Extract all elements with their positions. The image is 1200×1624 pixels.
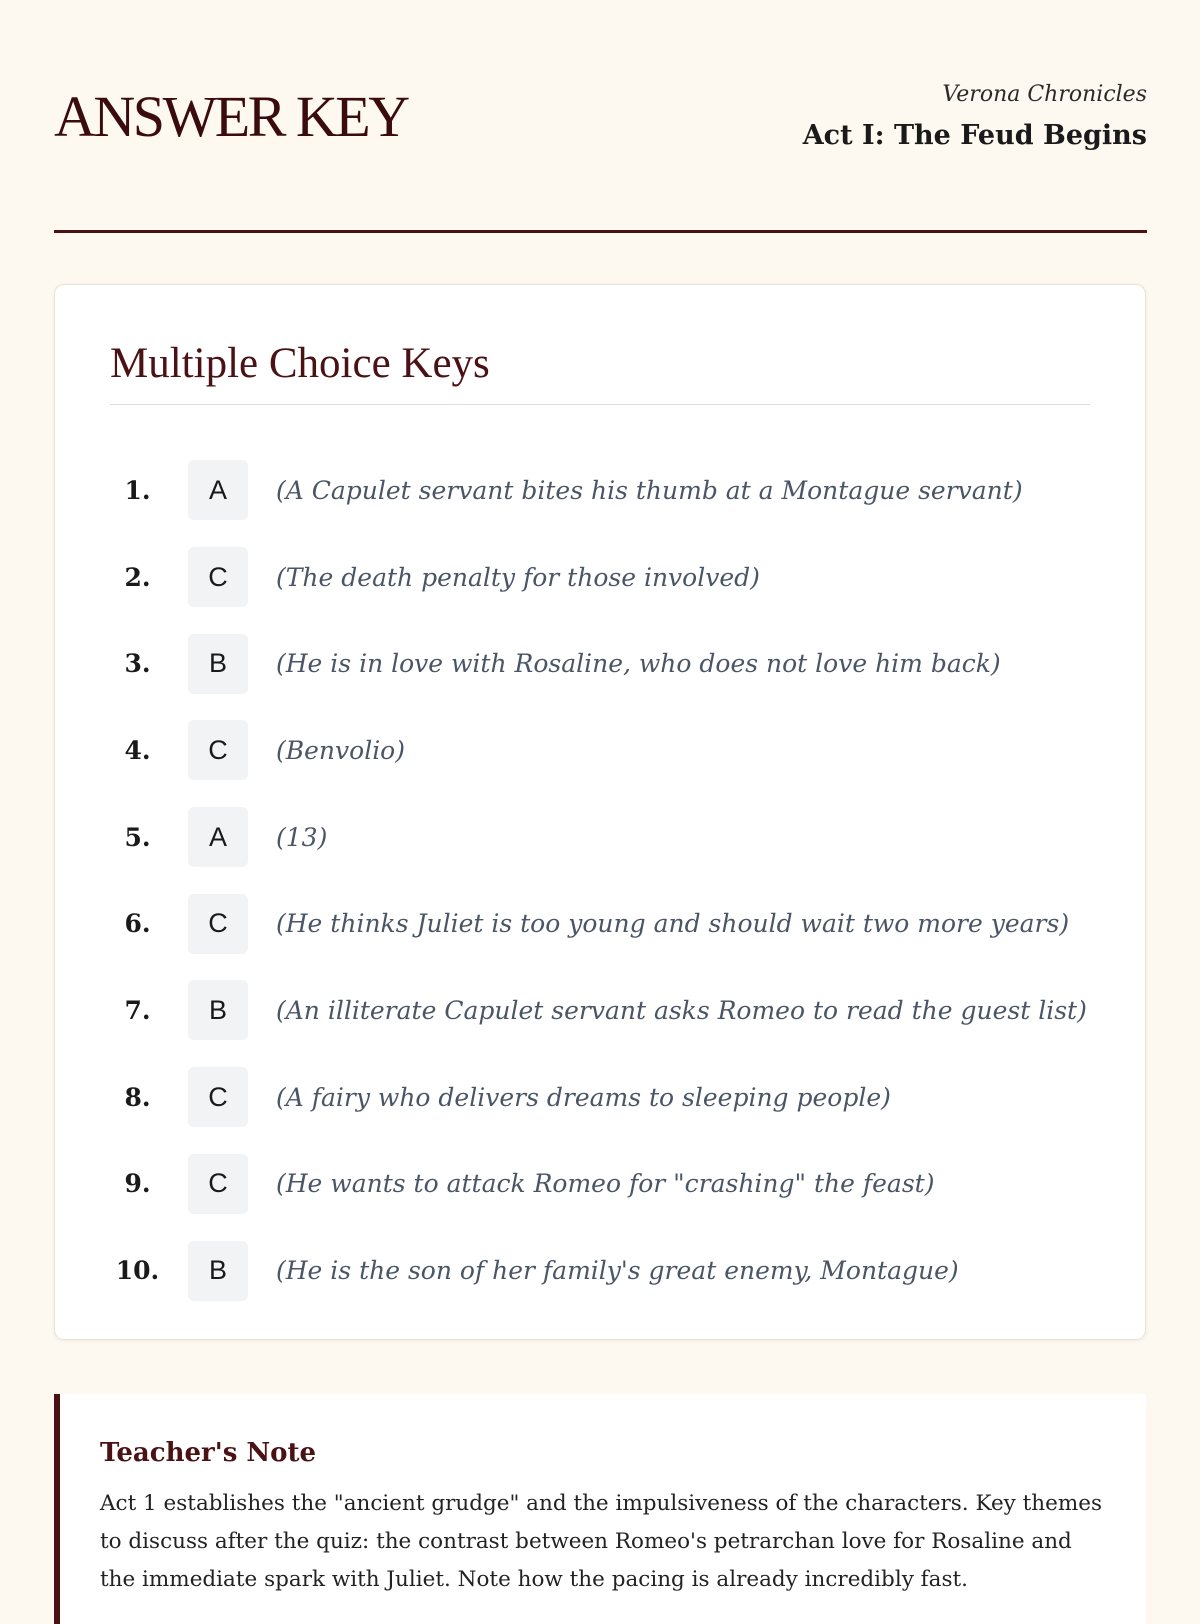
question-number: 5. <box>124 822 151 852</box>
teacher-note-title: Teacher's Note <box>100 1438 317 1468</box>
answer-letter-badge: A <box>188 807 248 867</box>
answer-letter-badge: C <box>188 1154 248 1214</box>
question-number: 6. <box>124 909 151 939</box>
question-number: 8. <box>124 1082 151 1112</box>
answer-row <box>110 1141 1090 1228</box>
answer-explanation: (A Capulet servant bites his thumb at a Montague servant) <box>276 475 1023 505</box>
question-number: 10. <box>115 1256 160 1286</box>
answer-explanation: (13) <box>276 822 328 852</box>
answer-row <box>110 534 1090 621</box>
page-header <box>54 0 1147 233</box>
answer-explanation: (A fairy who delivers dreams to sleeping people) <box>276 1082 891 1112</box>
answer-letter-badge: C <box>188 1067 248 1127</box>
section-title: Multiple Choice Keys <box>110 341 1090 405</box>
question-number: 2. <box>124 562 151 592</box>
answer-explanation: (He is in love with Rosaline, who does not love him back) <box>276 649 1001 679</box>
teacher-note-body: Act 1 establishes the "ancient grudge" and the impulsiveness of the characters. Key themes to discuss after the quiz: the contrast between Romeo's petrarchan love for Rosaline and the immediate spark with Juliet. Note how the pacing is already incredibly fast. <box>100 1491 1102 1593</box>
answer-row <box>110 794 1090 881</box>
header-meta <box>803 82 1147 153</box>
answer-row <box>110 1054 1090 1141</box>
answer-letter-badge: B <box>188 980 248 1040</box>
answer-row <box>110 707 1090 794</box>
answer-letter-badge: C <box>188 894 248 954</box>
answer-explanation: (An illiterate Capulet servant asks Romeo to read the guest list) <box>276 995 1087 1025</box>
answer-row <box>110 1227 1090 1314</box>
question-number: 4. <box>124 735 151 765</box>
series-name: Verona Chronicles <box>942 82 1147 107</box>
answer-letter-badge: A <box>188 460 248 520</box>
question-number: 7. <box>124 995 151 1025</box>
answer-explanation: (Benvolio) <box>276 735 405 765</box>
question-number: 9. <box>124 1169 151 1199</box>
teacher-note <box>54 1394 1146 1624</box>
answer-letter-badge: C <box>188 720 248 780</box>
question-number: 3. <box>124 649 151 679</box>
page-title: ANSWER KEY <box>54 84 408 149</box>
answer-row <box>110 967 1090 1054</box>
answer-explanation: (He wants to attack Romeo for "crashing" the feast) <box>276 1169 935 1199</box>
answer-explanation: (He is the son of her family's great enemy, Montague) <box>276 1256 959 1286</box>
answer-explanation: (The death penalty for those involved) <box>276 562 760 592</box>
answer-row <box>110 447 1090 534</box>
answer-row <box>110 620 1090 707</box>
answer-letter-badge: C <box>188 547 248 607</box>
answer-letter-badge: B <box>188 634 248 694</box>
question-number: 1. <box>124 475 151 505</box>
answer-row <box>110 880 1090 967</box>
answer-letter-badge: B <box>188 1241 248 1301</box>
multiple-choice-card <box>54 284 1146 1340</box>
answer-list <box>110 447 1090 1314</box>
answer-explanation: (He thinks Juliet is too young and should wait two more years) <box>276 909 1070 939</box>
act-title: Act I: The Feud Begins <box>802 120 1147 152</box>
